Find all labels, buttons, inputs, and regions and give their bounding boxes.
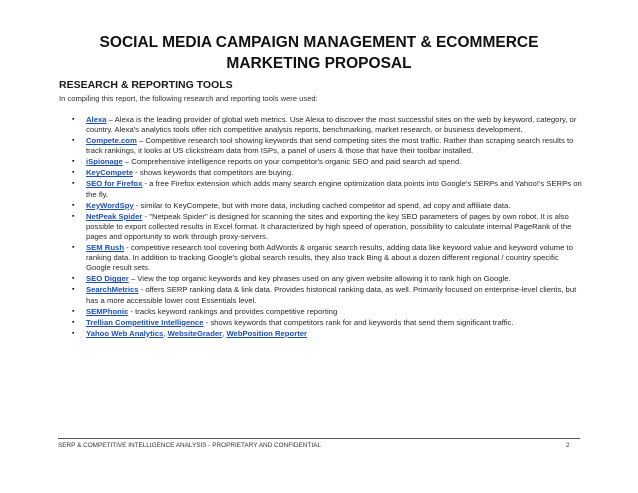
list-item <box>72 307 582 317</box>
tool-description: – Comprehensive intelligence reports on your competitor's organic SEO and paid search ad spend. <box>122 157 462 167</box>
tool-link-semphonic[interactable]: SEMPhonic <box>86 306 129 316</box>
tool-description: - similar to KeyCompete, but with more data, including cached competitor ad spend, ad copy and affiliate data. <box>133 200 511 210</box>
tool-link-searchmetrics[interactable]: SearchMetrics <box>86 285 139 295</box>
footer-divider <box>58 438 580 439</box>
bullet-icon: ▪ <box>72 329 75 337</box>
tool-link-yahoo-web-analytics[interactable]: Yahoo Web Analytics <box>86 328 164 338</box>
intro-text: In compiling this report, the following research and reporting tools were used: <box>59 94 318 103</box>
tool-description: - tracks keyword rankings and provides competitive reporting <box>128 306 338 316</box>
bullet-icon: ▪ <box>72 158 75 166</box>
list-item <box>72 274 582 284</box>
tool-link-alexa[interactable]: Alexa <box>86 115 107 124</box>
tool-description: – Alexa is the leading provider of global web metrics. Use Alexa to discover the most successful sites on the web by keyword, category, or country. Alexa's analytics tools offer rich competitive analysis reports, benchmarking, market research, or business development. <box>86 115 577 135</box>
bullet-icon: ▪ <box>72 180 75 188</box>
bullet-icon: ▪ <box>72 244 75 252</box>
tool-link-websitegrader[interactable]: WebsiteGrader <box>167 328 223 338</box>
tool-description: – View the top organic keywords and key phrases used on any given website allowing it to rank high on Google. <box>128 274 511 284</box>
title-line-2: MARKETING PROPOSAL <box>226 55 412 72</box>
list-item <box>72 179 582 199</box>
list-item <box>72 115 582 135</box>
list-item <box>72 168 582 178</box>
tool-list <box>72 115 582 340</box>
list-item <box>72 243 582 274</box>
title-line-1: SOCIAL MEDIA CAMPAIGN MANAGEMENT & ECOMMERCE <box>99 34 539 51</box>
list-item <box>72 136 582 156</box>
tool-link-sem-rush[interactable]: SEM Rush <box>86 243 125 253</box>
tool-description: - a free Firefox extension which adds many search engine optimization data points into Google's SERPs and Yahoo!'s SERPs on the fly. <box>86 179 582 199</box>
tool-link-webposition-reporter[interactable]: WebPosition Reporter <box>226 328 308 338</box>
footer-text: SERP & COMPETITIVE INTELLIGENCE ANALYSIS - PROPRIETARY AND CONFIDENTIAL <box>58 442 321 449</box>
bullet-icon: ▪ <box>72 307 75 315</box>
page-number: 2 <box>566 442 570 449</box>
list-item <box>72 201 582 211</box>
tool-description: - "Netpeak Spider" is designed for scanning the sites and exporting the key SEO parameters of pages by own robot. It is also possible to export collected results in Excel format. It characterized by high speed of operation, possibility to calculate internal PageRank of the pages and opportunity to work through proxy-servers. <box>86 211 572 242</box>
bullet-icon: ▪ <box>72 201 75 209</box>
list-separator: , <box>222 328 227 338</box>
tool-description: - shows keywords that competitors are buying. <box>133 168 294 178</box>
page-title <box>40 32 598 74</box>
tool-link-ispionage[interactable]: iSpionage <box>86 157 123 167</box>
list-item <box>72 329 582 339</box>
section-heading: RESEARCH & REPORTING TOOLS <box>59 79 233 91</box>
tool-link-netpeak-spider[interactable]: NetPeak Spider <box>86 211 143 221</box>
tool-link-keycompete[interactable]: KeyCompete <box>86 168 133 178</box>
tool-description: - shows keywords that competitors rank for and keywords that send them significant traffic. <box>203 317 514 327</box>
tool-description: – Competitive research tool showing keywords that send competing sites the most traffic. Rather than scraping search results to track rankings, it looks at US clickstream data from ISPs, a panel of users & those that have their toolbar installed. <box>86 136 574 156</box>
bullet-icon: ▪ <box>72 286 75 294</box>
list-item <box>72 157 582 167</box>
tool-link-trellian[interactable]: Trellian Competitive Intelligence <box>86 317 204 327</box>
list-separator: , <box>163 328 168 338</box>
tool-link-keywordspy[interactable]: KeyWordSpy <box>86 200 134 210</box>
tool-description: - competitive research tool covering both AdWords & organic search results, adding data like keyword value and keyword volume to ranking data. In addition to tracking Google's global search results, they also track Bing & about a dozen different regional / country specific Google result sets. <box>86 243 573 273</box>
bullet-icon: ▪ <box>72 275 75 283</box>
bullet-icon: ▪ <box>72 116 75 123</box>
list-item <box>72 285 582 305</box>
bullet-icon: ▪ <box>72 212 75 220</box>
bullet-icon: ▪ <box>72 169 75 177</box>
tool-description: - offers SERP ranking data & link data. Provides historical ranking data, as well. Primarily focused on enterprise-level clients, but has a more accessible lower cost Essentials level. <box>86 285 577 305</box>
bullet-icon: ▪ <box>72 137 75 145</box>
tool-link-seo-for-firefox[interactable]: SEO for Firefox <box>86 179 143 189</box>
tool-link-seo-digger[interactable]: SEO Digger <box>86 274 129 284</box>
tool-link-compete[interactable]: Compete.com <box>86 136 137 146</box>
list-item <box>72 318 582 328</box>
bullet-icon: ▪ <box>72 318 75 326</box>
list-item <box>72 212 582 243</box>
